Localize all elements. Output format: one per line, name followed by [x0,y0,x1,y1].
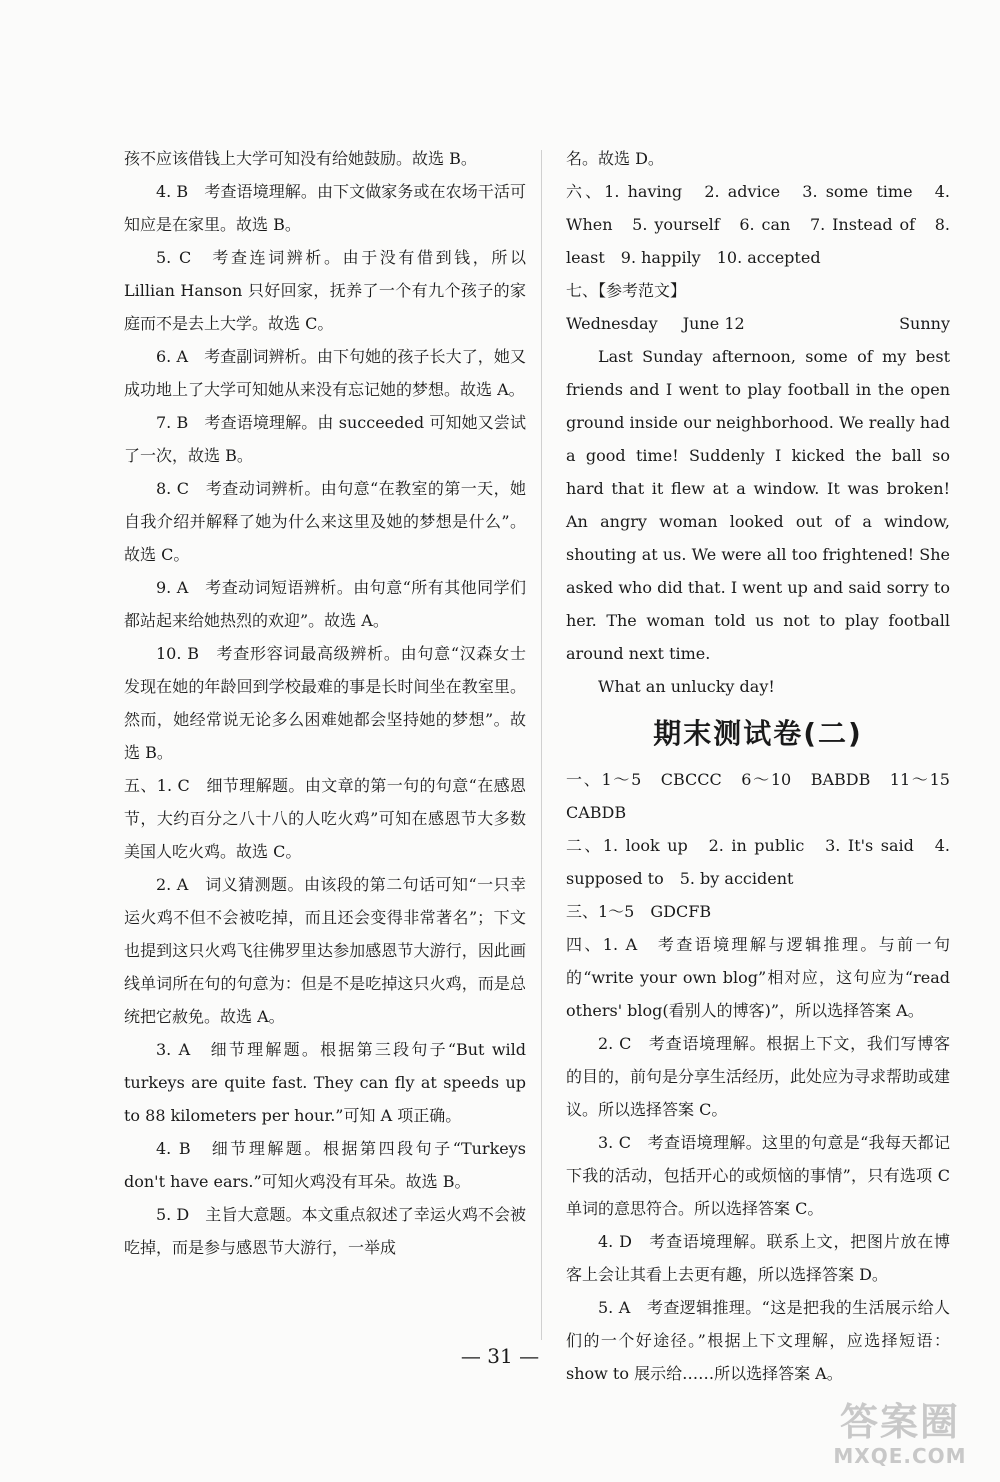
sample-essay-heading: 七、【参考范文】 [566,281,687,300]
left-column [124,142,526,1264]
watermark-url: MXQE.COM [833,1444,967,1468]
watermark-logo [820,1400,980,1470]
answer-paragraph: 4. D 考查语境理解。联系上文，把图片放在博客上会让其看上去更有趣，所以选择答案 D。 [566,1232,950,1284]
answer-paragraph: 3. A 细节理解题。根据第三段句子“But wild turkeys are quite fast. They can fly at speeds up to 88 kilometers per hour.”可知 A 项正确。 [124,1040,526,1125]
answer-paragraph: 2. A 词义猜测题。由该段的第二句话可知“一只幸运火鸡不但不会被吃掉，而且还会变得非常著名”；下文也提到这只火鸡飞往佛罗里达参加感恩节大游行，因此画线单词所在句的句意为：但是不是吃掉这只火鸡，而是总统把它赦免。故选 A。 [124,875,526,1026]
answer-paragraph: 5. A 考查逻辑推理。“这是把我的生活展示给人们的一个好途径。”根据上下文理解，应选择短语：show to 展示给……所以选择答案 A。 [566,1298,950,1383]
answer-paragraph: 10. B 考查形容词最高级辨析。由句意“汉森女士发现在她的年龄回到学校最难的事是长时间坐在教室里。然而，她经常说无论多么困难她都会坚持她的梦想”。故选 B。 [124,644,526,762]
answer-paragraph: 名。故选 D。 [566,149,664,168]
answer-paragraph: 5. D 主旨大意题。本文重点叙述了幸运火鸡不会被吃掉，而是参与感恩节大游行，一举成 [124,1205,526,1257]
column-divider [541,150,542,1340]
answer-paragraph: 一、1～5 CBCCC 6～10 BABDB 11～15 CABDB [566,770,967,822]
diary-body: Last Sunday afternoon, some of my best friends and I went to play football in the open ground inside our neighborhood. We really had a good time! Suddenly I kicked the ball so hard that it flew at a window. It was broken! An angry woman looked out of a window, shouting at us. We were all too frightened! She asked who did that. I went up and said sorry to her. The woman told us not to play football around next time. [566,347,950,663]
answer-paragraph: 四、1. A 考查语境理解与逻辑推理。与前一句的“write your own blog”相对应，这句应为“read others' blog(看别人的博客)”，所以选择答案 A。 [566,935,950,1020]
answer-paragraph: 4. B 细节理解题。根据第四段句子“Turkeys don't have ears.”可知火鸡没有耳朵。故选 B。 [124,1139,526,1191]
answer-paragraph: 三、1～5 GDCFB [566,902,712,921]
answer-paragraph: 六、1. having 2. advice 3. some time 4. When 5. yourself 6. can 7. Instead of 8. least 9. happily 10. accepted [566,182,950,267]
answer-paragraph: 孩不应该借钱上大学可知没有给她鼓励。故选 B。 [124,149,477,168]
answer-paragraph: 3. C 考查语境理解。这里的句意是“我每天都记下我的活动，包括开心的或烦恼的事情”，只有选项 C 单词的意思符合。所以选择答案 C。 [566,1133,950,1218]
answer-paragraph: 二、1. look up 2. in public 3. It's said 4. supposed to 5. by accident [566,836,950,888]
answer-paragraph: 2. C 考查语境理解。根据上下文，我们写博客的目的，前句是分享生活经历，此处应为寻求帮助或建议。所以选择答案 C。 [566,1034,951,1119]
diary-date: June 12 [682,314,745,333]
answer-paragraph: 8. C 考查动词辨析。由句意“在教室的第一天，她自我介绍并解释了她为什么来这里及她的梦想是什么”。故选 C。 [124,479,526,564]
diary-day: Wednesday [566,314,658,333]
answer-paragraph: 五、1. C 细节理解题。由文章的第一句的句意“在感恩节，大约百分之八十八的人吃火鸡”可知在感恩节大多数美国人吃火鸡。故选 C。 [124,776,526,861]
answer-paragraph: 9. A 考查动词短语辨析。由句意“所有其他同学们都站起来给她热烈的欢迎”。故选 A。 [124,578,526,630]
answer-paragraph: 5. C 考查连词辨析。由于没有借到钱，所以 Lillian Hanson 只好回家，抚养了一个有九个孩子的家庭而不是去上大学。故选 C。 [124,248,526,333]
answer-paragraph: 6. A 考查副词辨析。由下句她的孩子长大了，她又成功地上了大学可知她从来没有忘记她的梦想。故选 A。 [124,347,526,399]
watermark-text: 答案圈 [839,1400,960,1444]
diary-closing: What an unlucky day! [598,677,775,696]
answer-paragraph: 4. B 考查语境理解。由下文做家务或在农场干活可知应是在家里。故选 B。 [124,182,526,234]
page-number: — 31 — [460,1344,540,1368]
answer-paragraph: 7. B 考查语境理解。由 succeeded 可知她又尝试了一次，故选 B。 [124,413,526,465]
diary-weather: Sunny [899,314,950,333]
section-title: 期末测试卷(二) [653,717,863,750]
right-column [566,142,967,1390]
diary-header [566,307,950,340]
